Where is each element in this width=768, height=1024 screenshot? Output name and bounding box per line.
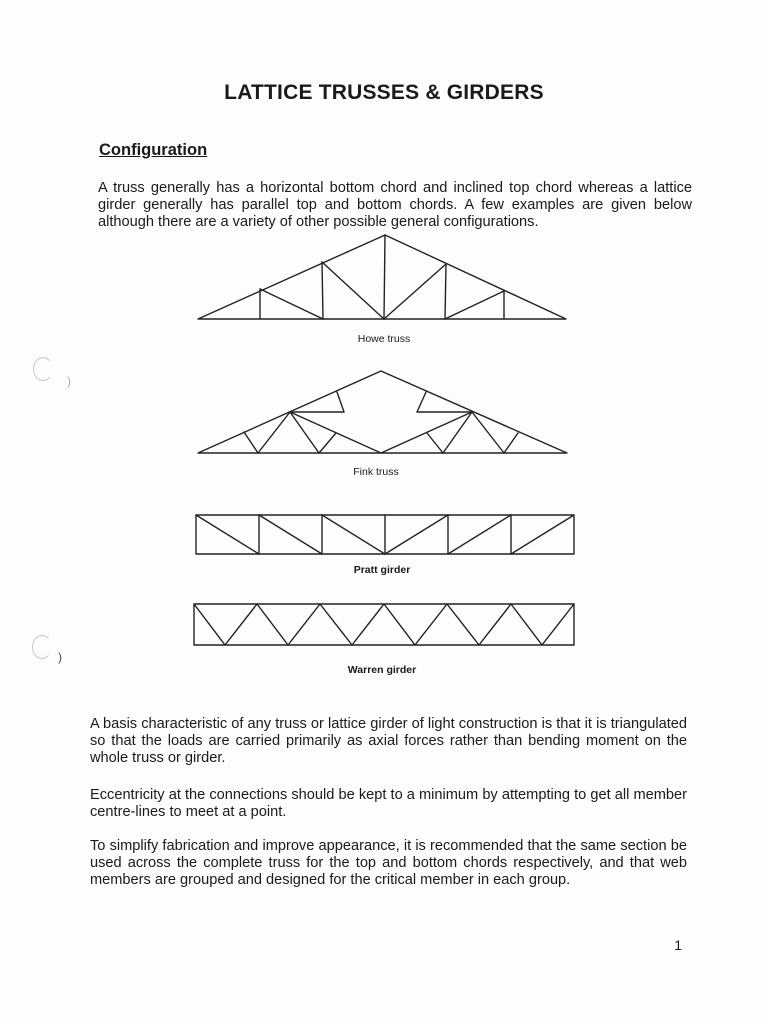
page-number: 1: [674, 937, 682, 953]
binder-mark-bracket: ): [58, 650, 62, 664]
paragraph-fabrication: To simplify fabrication and improve appearance, it is recommended that the same section be used across the complete truss for the top and bottom chords respectively, and that web members are grouped and designed for the critical member in each group.: [90, 838, 687, 888]
paragraph-intro: A truss generally has a horizontal bottom chord and inclined top chord whereas a lattice girder generally has parallel top and bottom chords. A few examples are given below although there are a variety of other possible general configurations.: [98, 180, 692, 230]
warren-girder-web: [194, 604, 574, 645]
paragraph-eccentricity: Eccentricity at the connections should be kept to a minimum by attempting to get all member centre-lines to meet at a point.: [90, 787, 687, 820]
warren-girder-outline: [194, 604, 574, 645]
figure-caption-fink: Fink truss: [353, 466, 399, 478]
section-heading: Configuration: [99, 141, 208, 159]
figure-caption-pratt: Pratt girder: [353, 564, 411, 576]
paragraph-triangulation: A basis characteristic of any truss or lattice girder of light construction is that it is triangulated so that the loads are carried primarily as axial forces rather than bending moment on the whole truss or girder.: [90, 716, 687, 766]
figure-caption-howe: Howe truss: [357, 333, 411, 345]
figure-caption-warren: Warren girder: [347, 664, 417, 676]
page-title: LATTICE TRUSSES & GIRDERS: [224, 81, 544, 104]
binder-mark-bracket: ): [67, 374, 71, 388]
